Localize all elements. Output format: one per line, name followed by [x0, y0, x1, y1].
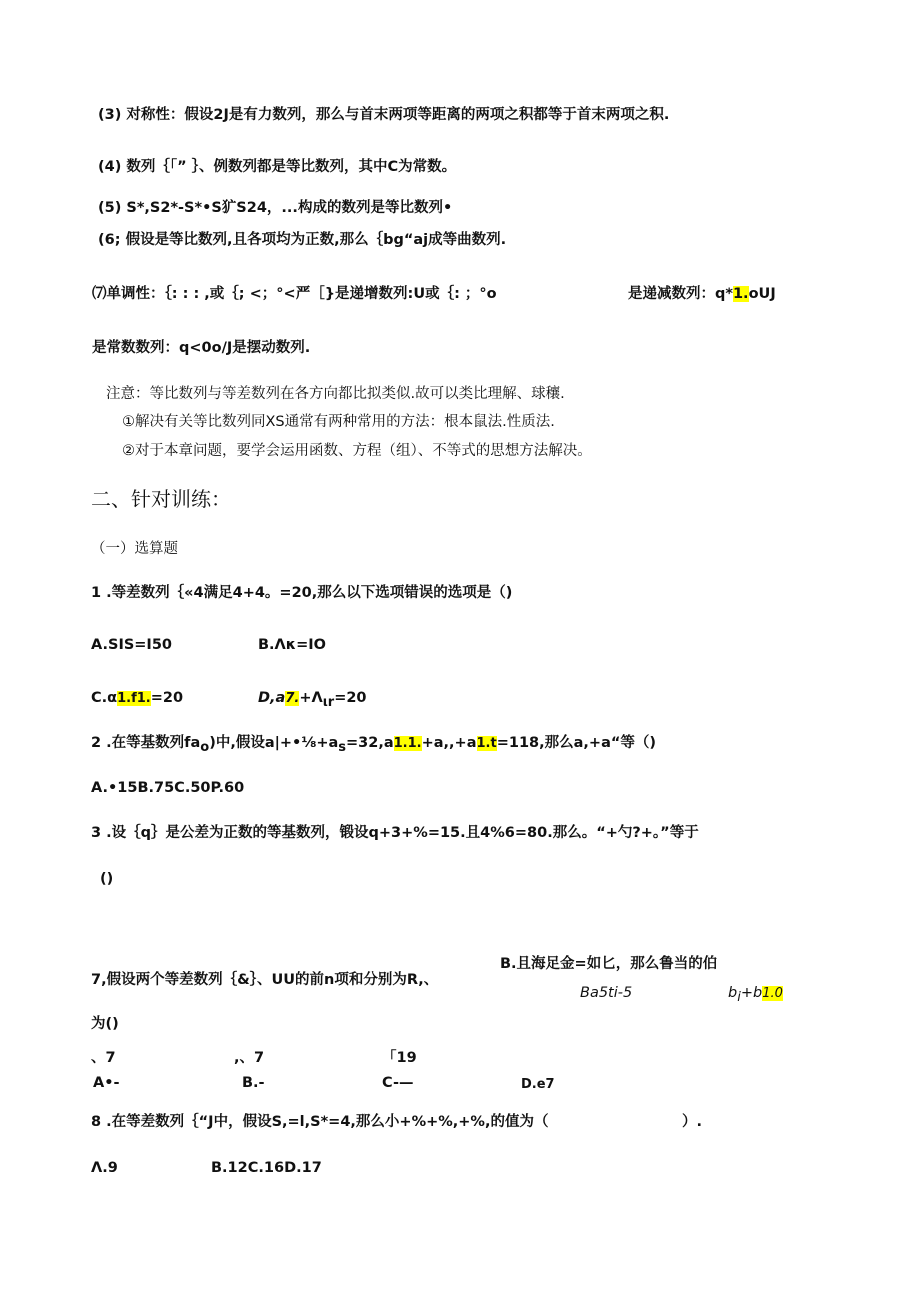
highlight-mark: 7. — [285, 691, 300, 706]
stem-text: 2 .在等基数列fa — [91, 735, 201, 751]
stem-text: =32,a — [346, 735, 394, 751]
question-7-right-top: B.且海足金=如匕，那么鲁当的伯 — [500, 956, 718, 972]
question-1-option-d — [258, 688, 367, 713]
property-7-part-a: ⑺单调性：｛: : : ,或｛; <；°<严［}是递增数列:U或｛: ；°o — [92, 286, 497, 302]
option-text: D,a — [258, 690, 286, 706]
question-7-option-a: A•- — [93, 1075, 120, 1091]
subsection-title: （一）选算题 — [91, 541, 178, 557]
property-4: (4) 数列｛「” ｝、例数列都是等比数列，其中C为常数。 — [98, 159, 457, 175]
note-1: 注意：等比数列与等差数列在各方向都比拟类似.故可以类比理解、球穰. — [106, 386, 565, 402]
subscript: ιr — [322, 694, 335, 710]
question-8-stem: 8 .在等差数列｛“J中，假设S,=l,S*=4,那么小+%+%,+%,的值为（ — [91, 1114, 549, 1130]
property-3: (3) 对称性：假设2J是有力数列，那么与首末两项等距离的两项之积都等于首末两项之积. — [98, 107, 670, 123]
option-text: =20 — [334, 690, 367, 706]
stem-text: =118,那么a,+a“等（) — [496, 735, 657, 751]
property-7-text-end: oUJ — [748, 286, 776, 302]
subscript: s — [338, 739, 347, 755]
option-text: +Λ — [299, 690, 323, 706]
question-7-wei: 为() — [91, 1016, 119, 1032]
stem-text: )中,假设a|+•⅛+a — [209, 735, 339, 751]
question-7-frac-b-top: ,、7 — [234, 1050, 265, 1066]
highlight-mark: 1.f1. — [117, 691, 151, 706]
question-7-option-c: C-— — [382, 1075, 414, 1091]
section-title: 二、针对训练： — [91, 487, 231, 511]
question-7-stem: 7,假设两个等差数列｛&｝、UU的前n项和分别为R,、 — [91, 972, 439, 988]
highlight-mark: 1.0 — [762, 986, 783, 1001]
property-7-text: 是递减数列：q* — [628, 286, 733, 302]
stem-text: +a,,+a — [421, 735, 477, 751]
question-1-option-b: B.Λκ=IO — [258, 637, 326, 653]
property-7-part-c: 是常数数列：q<0o/J是摆动数列. — [92, 340, 311, 356]
question-7-right-fraction — [728, 983, 783, 1008]
question-2-options: A.•15B.75C.50P.60 — [91, 780, 245, 796]
question-7-option-b: B.- — [242, 1075, 265, 1091]
question-1-option-c — [91, 688, 183, 709]
highlight-mark: 1. — [732, 286, 749, 302]
question-1-option-a: A.SIS=I50 — [91, 637, 173, 653]
note-3: ②对于本章问题，要学会运用函数、方程（组）、不等式的思想方法解决。 — [122, 443, 592, 459]
question-7-right-mid: Ba5ti-5 — [580, 985, 633, 1001]
property-5: (5) S*,S2*-S*•S犷S24，...构成的数列是等比数列• — [98, 200, 453, 216]
option-text: C.α — [91, 690, 118, 706]
highlight-mark: 1.1. — [393, 736, 422, 751]
option-text: =20 — [150, 690, 184, 706]
subscript: o — [200, 739, 210, 755]
question-7-frac-a-top: 、7 — [91, 1050, 116, 1066]
question-1-stem: 1 .等差数列｛«4满足4+4。=20,那么以下选项错误的选项是（) — [91, 585, 513, 601]
property-6: (6; 假设是等比数列,且各项均为正数,那么｛bg“aj成等曲数列. — [98, 232, 507, 248]
fraction-text: b — [728, 985, 738, 1001]
question-8-option-a: Λ.9 — [91, 1160, 118, 1176]
fraction-text: +b — [740, 985, 763, 1001]
question-7-option-d: D.e7 — [521, 1077, 555, 1092]
property-7-part-b — [628, 284, 776, 304]
question-3-stem: 3 .设｛q｝是公差为正数的等基数列，锻设q+3+%=15.且4%6=80.那么。“+勺?+。”等于 — [91, 825, 699, 841]
note-2: ①解决有关等比数列同XS通常有两种常用的方法：根本鼠法.性质法. — [122, 414, 555, 430]
question-3-paren: () — [100, 871, 114, 887]
question-8-end: ）. — [682, 1114, 703, 1130]
subscript: i — [737, 989, 741, 1005]
question-7-frac-c-top: 「19 — [382, 1050, 417, 1066]
highlight-mark: 1.t — [476, 736, 497, 751]
question-2-stem — [91, 733, 656, 758]
question-8-options-rest: B.12C.16D.17 — [211, 1160, 322, 1176]
